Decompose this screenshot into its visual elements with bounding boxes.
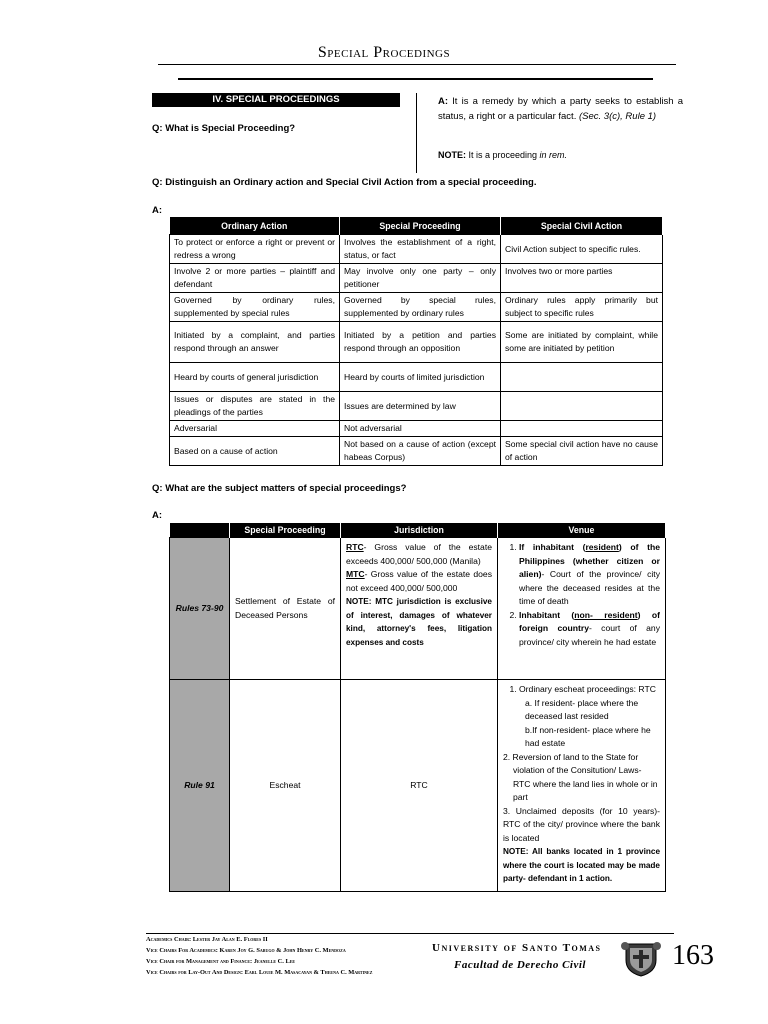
answer-1-text: It is a remedy by which a party seeks to establish a status, a right or a particular fact. bbox=[438, 96, 683, 122]
university-name: University of Santo Tomas bbox=[432, 942, 602, 954]
table-cell: Ordinary rules apply primarily but subject to specific rules bbox=[501, 293, 663, 322]
answer-1 bbox=[438, 94, 683, 124]
venue-escheat-3: 3. Unclaimed deposits (for 10 years)- RTC of the city/ province where the bank is located bbox=[503, 805, 660, 843]
table-row bbox=[170, 322, 663, 363]
rule-label: Rule 91 bbox=[170, 680, 230, 892]
table-row bbox=[170, 235, 663, 264]
mtc-text: - Gross value of the estate does not exceed 400,000/ 500,000 bbox=[346, 569, 492, 593]
proceeding-name: Settlement of Estate of Deceased Persons bbox=[230, 538, 341, 680]
venue-2-bold-a: Inhabitant ( bbox=[519, 609, 575, 620]
table-row bbox=[170, 538, 666, 680]
table-cell: Governed by special rules, supplemented by ordinary rules bbox=[340, 293, 501, 322]
table-row bbox=[170, 437, 663, 466]
credit-academics-chair: Academics Chair: Lester Jay Alan E. Flores II bbox=[146, 936, 268, 943]
comparison-header-row bbox=[170, 217, 663, 235]
jurisdiction-note: NOTE: MTC jurisdiction is exclusive of interest, damages of whatever kind, attorney's fees, litigation expenses and costs bbox=[346, 597, 492, 647]
venue-2-text: - court of any province/ city wherein he had estate bbox=[519, 623, 660, 647]
table-cell: Issues are determined by law bbox=[340, 392, 501, 421]
list-item bbox=[519, 609, 660, 650]
answer-1-prefix: A: bbox=[438, 96, 449, 107]
header-jurisdiction: Jurisdiction bbox=[341, 523, 498, 538]
venue-1-text: - Court of the province/ city where the deceased resides at the time of death bbox=[519, 569, 660, 606]
venue-escheat-1b: b.If non-resident- place where he had estate bbox=[525, 724, 651, 748]
question-1: Q: What is Special Proceeding? bbox=[152, 123, 296, 134]
note-text: It is a proceeding bbox=[466, 150, 540, 160]
proceeding-name: Escheat bbox=[230, 680, 341, 892]
faculty-name: Facultad de Derecho Civil bbox=[454, 959, 586, 971]
table-row bbox=[170, 264, 663, 293]
subject-matters-table bbox=[169, 523, 666, 892]
venue-escheat-1a: a. If resident- place where the deceased last resided bbox=[525, 697, 639, 721]
table-cell: Some are initiated by complaint, while some are initiated by petition bbox=[501, 322, 663, 363]
section-banner: IV. SPECIAL PROCEEDINGS bbox=[152, 93, 400, 107]
header-special-civil-action: Special Civil Action bbox=[501, 217, 663, 235]
venue-list bbox=[503, 541, 660, 649]
table-cell: Involves two or more parties bbox=[501, 264, 663, 293]
credit-vice-chairs-academics: Vice Chairs For Academics: Karen Joy G. Sabugo & John Henry C. Mendoza bbox=[146, 947, 346, 954]
table-cell: Issues or disputes are stated in the pleadings of the parties bbox=[170, 392, 340, 421]
table-cell: Initiated by a petition and parties respond through an opposition bbox=[340, 322, 501, 363]
header-special-proceeding: Special Proceeding bbox=[230, 523, 341, 538]
venue-1-bold-a: If inhabitant ( bbox=[519, 542, 586, 552]
venue-1-bold-u: resident bbox=[585, 542, 619, 552]
venue-escheat-note: NOTE: All banks located in 1 province where the court is located may be made party- defendant in 1 action. bbox=[503, 847, 660, 883]
venue-1-bold-b: ) of the Philippines (whether citizen or alien) bbox=[519, 542, 660, 579]
table-cell bbox=[501, 392, 663, 421]
table-cell: Heard by courts of general jurisdiction bbox=[170, 363, 340, 392]
header-rule-thick bbox=[178, 78, 653, 80]
venue-escheat-2: 2. Reversion of land to the State for violation of the Consitution/ Laws- RTC where the land lies in whole or in part bbox=[503, 751, 658, 802]
comparison-table bbox=[169, 217, 663, 466]
table-row bbox=[170, 421, 663, 437]
jurisdiction-cell: RTC bbox=[341, 680, 498, 892]
venue-2-bold-b: ) of foreign country bbox=[519, 609, 660, 633]
table-cell: Initiated by a complaint, and parties respond through an answer bbox=[170, 322, 340, 363]
rtc-label: RTC bbox=[346, 542, 364, 552]
rule-label: Rules 73-90 bbox=[170, 538, 230, 680]
footer-rule bbox=[146, 933, 674, 934]
venue-cell bbox=[498, 680, 666, 892]
table-row bbox=[170, 363, 663, 392]
table-cell: Not based on a cause of action (except habeas Corpus) bbox=[340, 437, 501, 466]
table-cell bbox=[501, 421, 663, 437]
table-cell: Involve 2 or more parties – plaintiff and defendant bbox=[170, 264, 340, 293]
venue-2-bold-u: non- resident bbox=[574, 609, 638, 620]
note-label: NOTE: bbox=[438, 150, 466, 160]
table-cell: May involve only one party – only petitioner bbox=[340, 264, 501, 293]
table-row bbox=[170, 680, 666, 892]
table-cell bbox=[501, 363, 663, 392]
header-ordinary-action: Ordinary Action bbox=[170, 217, 340, 235]
header-special-proceeding: Special Proceeding bbox=[340, 217, 501, 235]
question-3: Q: What are the subject matters of special proceedings? bbox=[152, 483, 407, 494]
table-cell: Adversarial bbox=[170, 421, 340, 437]
table-cell: Not adversarial bbox=[340, 421, 501, 437]
question-2: Q: Distinguish an Ordinary action and Special Civil Action from a special proceeding. bbox=[152, 177, 537, 188]
table-cell: To protect or enforce a right or prevent or redress a wrong bbox=[170, 235, 340, 264]
answer-1-note bbox=[438, 150, 567, 160]
note-emphasis: in rem. bbox=[539, 150, 568, 160]
table-cell: Heard by courts of limited jurisdiction bbox=[340, 363, 501, 392]
table-cell: Some special civil action have no cause of action bbox=[501, 437, 663, 466]
table-cell: Involves the establishment of a right, status, or fact bbox=[340, 235, 501, 264]
header-rule-thin bbox=[158, 64, 676, 65]
university-seal-icon bbox=[620, 938, 662, 978]
column-divider bbox=[416, 93, 417, 173]
venue-list bbox=[503, 683, 660, 697]
header-blank bbox=[170, 523, 230, 538]
subject-header-row bbox=[170, 523, 666, 538]
table-cell: Governed by ordinary rules, supplemented by special rules bbox=[170, 293, 340, 322]
table-row bbox=[170, 392, 663, 421]
credit-vice-chair-finance: Vice Chair for Management and Finance: Jeanelle C. Lee bbox=[146, 958, 296, 965]
jurisdiction-cell bbox=[341, 538, 498, 680]
table-row bbox=[170, 293, 663, 322]
list-item bbox=[519, 683, 660, 697]
answer-2-label: A: bbox=[152, 205, 163, 216]
page-header-title: Special Procedings bbox=[317, 44, 451, 61]
table-cell: Civil Action subject to specific rules. bbox=[501, 235, 663, 264]
venue-escheat-1: Ordinary escheat proceedings: RTC bbox=[519, 684, 656, 694]
rtc-text: - Gross value of the estate exceeds 400,000/ 500,000 (Manila) bbox=[346, 542, 492, 566]
page-number: 163 bbox=[672, 940, 714, 971]
answer-3-label: A: bbox=[152, 510, 163, 521]
list-item bbox=[519, 541, 660, 609]
mtc-label: MTC bbox=[346, 569, 365, 579]
answer-1-citation: (Sec. 3(c), Rule 1) bbox=[578, 111, 657, 122]
venue-cell bbox=[498, 538, 666, 680]
header-venue: Venue bbox=[498, 523, 666, 538]
table-cell: Based on a cause of action bbox=[170, 437, 340, 466]
credit-vice-chairs-layout: Vice Chairs for Lay-Out And Design: Earl Louie M. Masacayan & Theena C. Martinez bbox=[146, 969, 373, 976]
